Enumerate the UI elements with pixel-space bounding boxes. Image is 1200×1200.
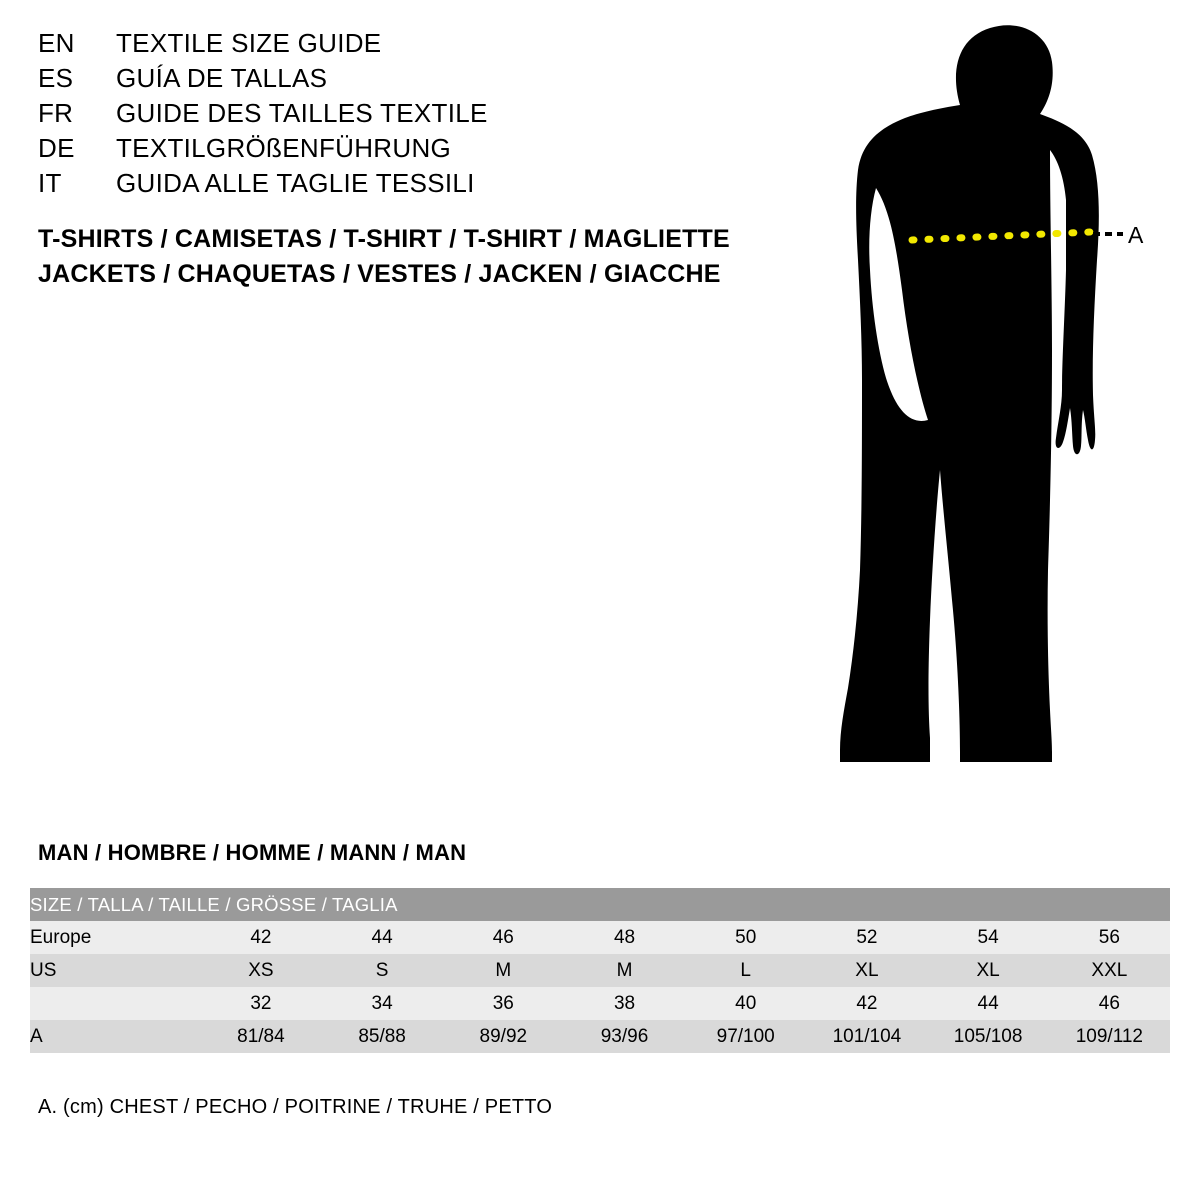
table-row (30, 1020, 1170, 1053)
cell-europe-2: 46 (443, 921, 564, 954)
cell-us-6: XL (928, 954, 1049, 987)
category-jackets: JACKETS / CHAQUETAS / VESTES / JACKEN / GIACCHE (38, 260, 721, 288)
language-title-de: TEXTILGRÖßENFÜHRUNG (116, 133, 452, 163)
table-row (30, 921, 1170, 954)
size-table (30, 888, 1170, 1053)
language-code-es: ES (38, 63, 74, 93)
cell-numeric-1: 34 (322, 987, 443, 1020)
cell-numeric-6: 44 (928, 987, 1049, 1020)
row-label-us: US (30, 954, 200, 987)
cell-a-1: 85/88 (322, 1020, 443, 1053)
language-list (38, 28, 738, 203)
language-code-fr: FR (38, 98, 74, 128)
row-label-europe: Europe (30, 921, 200, 954)
cell-us-0: XS (200, 954, 321, 987)
man-silhouette-figure (800, 10, 1200, 800)
table-row (30, 954, 1170, 987)
cell-a-7: 109/112 (1049, 1020, 1170, 1053)
cell-a-5: 101/104 (806, 1020, 927, 1053)
language-title-en: TEXTILE SIZE GUIDE (116, 28, 382, 58)
cell-a-3: 93/96 (564, 1020, 685, 1053)
category-tshirts: T-SHIRTS / CAMISETAS / T-SHIRT / T-SHIRT / MAGLIETTE (38, 225, 730, 253)
language-row-de (38, 133, 738, 168)
cell-a-4: 97/100 (685, 1020, 806, 1053)
cell-numeric-7: 46 (1049, 987, 1170, 1020)
language-code-it: IT (38, 168, 62, 198)
cell-numeric-3: 38 (564, 987, 685, 1020)
table-header-row (30, 888, 1170, 921)
language-row-it (38, 168, 738, 203)
cell-europe-6: 54 (928, 921, 1049, 954)
row-label-numeric (30, 987, 200, 1020)
cell-us-2: M (443, 954, 564, 987)
measure-leader-dashes (1093, 232, 1123, 236)
language-code-en: EN (38, 28, 75, 58)
footnote-chest: A. (cm) CHEST / PECHO / POITRINE / TRUHE / PETTO (38, 1096, 553, 1118)
language-row-es (38, 63, 738, 98)
cell-us-7: XXL (1049, 954, 1170, 987)
language-row-fr (38, 98, 738, 133)
cell-numeric-2: 36 (443, 987, 564, 1020)
cell-numeric-5: 42 (806, 987, 927, 1020)
language-code-de: DE (38, 133, 75, 163)
table-row (30, 987, 1170, 1020)
cell-europe-7: 56 (1049, 921, 1170, 954)
cell-a-6: 105/108 (928, 1020, 1049, 1053)
cell-europe-4: 50 (685, 921, 806, 954)
cell-europe-0: 42 (200, 921, 321, 954)
cell-a-0: 81/84 (200, 1020, 321, 1053)
cell-europe-3: 48 (564, 921, 685, 954)
cell-a-2: 89/92 (443, 1020, 564, 1053)
table-header-label: SIZE / TALLA / TAILLE / GRÖSSE / TAGLIA (30, 888, 1170, 921)
language-row-en (38, 28, 738, 63)
cell-us-4: L (685, 954, 806, 987)
measure-label-a: A (1128, 222, 1144, 248)
cell-europe-5: 52 (806, 921, 927, 954)
cell-europe-1: 44 (322, 921, 443, 954)
row-label-a: A (30, 1020, 200, 1053)
language-title-es: GUÍA DE TALLAS (116, 63, 328, 93)
language-title-fr: GUIDE DES TAILLES TEXTILE (116, 98, 488, 128)
cell-us-3: M (564, 954, 685, 987)
cell-numeric-0: 32 (200, 987, 321, 1020)
cell-us-1: S (322, 954, 443, 987)
language-title-it: GUIDA ALLE TAGLIE TESSILI (116, 168, 475, 198)
cell-us-5: XL (806, 954, 927, 987)
cell-numeric-4: 40 (685, 987, 806, 1020)
table-section-title: MAN / HOMBRE / HOMME / MANN / MAN (38, 840, 467, 865)
category-list (38, 222, 798, 292)
